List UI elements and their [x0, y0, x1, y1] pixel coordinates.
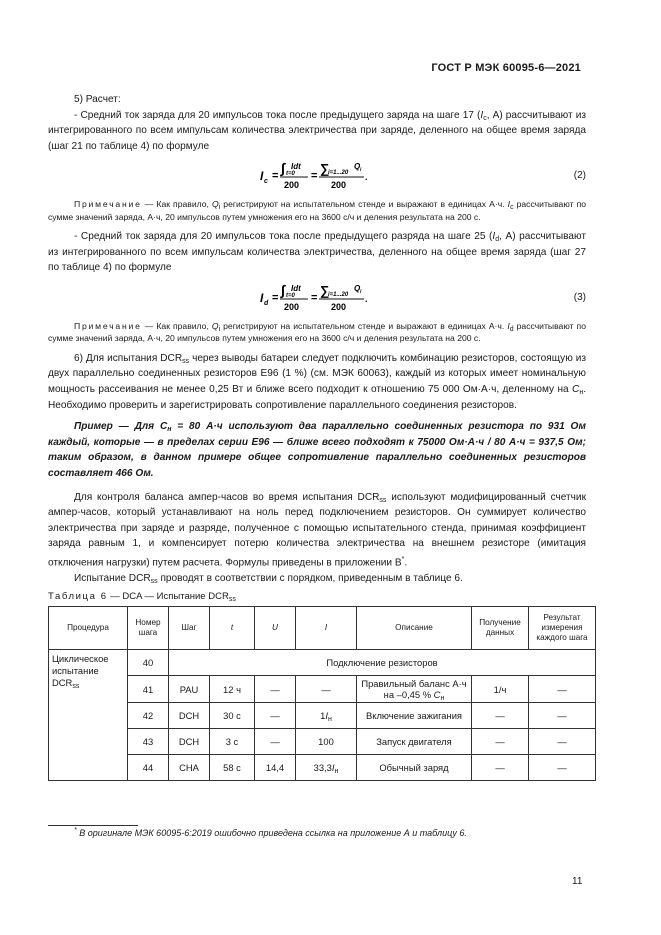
svg-text:I: I	[260, 290, 264, 305]
table-header-row	[49, 607, 596, 650]
svg-text:d: d	[264, 299, 269, 307]
cell-merged-description: Подключение резисторов	[169, 650, 596, 676]
th-step-number: Номер шага	[128, 607, 169, 650]
cell-step-number: 41	[128, 676, 169, 703]
th-step: Шаг	[169, 607, 210, 650]
svg-text:t=0: t=0	[286, 171, 295, 178]
table-row	[49, 650, 596, 676]
cell-step: PAU	[169, 676, 210, 703]
svg-text:∫: ∫	[281, 160, 285, 177]
cell-description: Правильный баланс А·ч на –0,45 % $C_н$	[357, 676, 472, 703]
svg-text:i=1...20: i=1...20	[328, 170, 349, 177]
cell-description: Включение зажигания	[357, 703, 472, 729]
cell-voltage: —	[255, 729, 296, 755]
page-content	[48, 92, 586, 781]
svg-text:.: .	[365, 172, 368, 183]
cell-voltage: —	[255, 676, 296, 703]
svg-text:200: 200	[284, 180, 300, 191]
cell-time: 3 с	[210, 729, 255, 755]
cell-result: —	[529, 729, 596, 755]
svg-text:i: i	[360, 288, 362, 295]
svg-text:∑: ∑	[320, 161, 330, 177]
svg-text:I: I	[260, 169, 264, 184]
formula-3	[48, 276, 586, 320]
svg-text:=: =	[272, 170, 279, 183]
cell-data: —	[472, 703, 529, 729]
cell-step: CHA	[169, 755, 210, 781]
cell-current: $33,3I_н$	[296, 755, 357, 781]
svg-text:200: 200	[331, 301, 347, 312]
cell-time: 58 с	[210, 755, 255, 781]
th-time: t	[210, 607, 255, 650]
cell-data: —	[472, 755, 529, 781]
formula-2	[48, 154, 586, 198]
table-row	[49, 676, 596, 703]
svg-text:∫: ∫	[281, 281, 285, 298]
dcr-test-table	[48, 606, 596, 781]
svg-text:Idt: Idt	[291, 162, 301, 172]
formula-2-expression	[260, 154, 370, 198]
cell-step-number: 42	[128, 703, 169, 729]
cell-description: Обычный заряд	[357, 755, 472, 781]
svg-text:Q: Q	[354, 283, 361, 293]
svg-text:200: 200	[331, 180, 347, 191]
paragraph-test-order: Испытание $DCR_{ss}$ проводят в соответствии с порядком, приведенным в таблице 6.	[74, 572, 463, 585]
cell-current: 100	[296, 729, 357, 755]
formula-3-expression	[260, 276, 370, 320]
svg-text:200: 200	[284, 301, 300, 312]
cell-step: DCH	[169, 703, 210, 729]
th-result: Результат измерения каждого шага	[529, 607, 596, 650]
svg-text:Q: Q	[354, 162, 361, 172]
calc-heading: 5) Расчет:	[74, 94, 121, 105]
formula-2-number: (2)	[573, 170, 586, 182]
th-voltage: U	[255, 607, 296, 650]
svg-text:c: c	[264, 178, 268, 186]
table-row	[49, 703, 596, 729]
svg-text:=: =	[311, 170, 318, 183]
formula-3-number: (3)	[573, 291, 586, 303]
cell-current: —	[296, 676, 357, 703]
th-procedure: Процедура	[49, 607, 128, 650]
footnote-divider	[48, 825, 138, 826]
th-data: Получение данных	[472, 607, 529, 650]
cell-description: Запуск двигателя	[357, 729, 472, 755]
table-row	[49, 755, 596, 781]
th-description: Описание	[357, 607, 472, 650]
th-current: I	[296, 607, 357, 650]
cell-time: 12 ч	[210, 676, 255, 703]
cell-result: —	[529, 676, 596, 703]
paragraph-charge-current: - Средний ток заряда для 20 импульсов тока после предыдущего заряда на шаге 17 ($I_c$, А) рассчитывают из интегрированного по всем импульсам количества электричества при заряде, деленного на общее время заряда (шаг 21 по таблице 4) по формуле	[48, 109, 586, 152]
cell-data: 1/ч	[472, 676, 529, 703]
svg-text:Idt: Idt	[291, 283, 301, 293]
cell-data: —	[472, 729, 529, 755]
cell-step: DCH	[169, 729, 210, 755]
svg-text:i=1...20: i=1...20	[328, 291, 349, 298]
svg-text:∑: ∑	[320, 282, 330, 298]
svg-text:i: i	[360, 167, 362, 174]
cell-step-number: 43	[128, 729, 169, 755]
document-header: ГОСТ Р МЭК 60095-6—2021	[431, 62, 581, 74]
cell-voltage: 14,4	[255, 755, 296, 781]
svg-text:=: =	[272, 291, 279, 304]
procedure-cell: Циклическое испытание $DCR_{ss}$	[49, 650, 128, 781]
note-2: Примечание — Как правило, $Q_i$ регистрируют на испытательном стенде и выражают в единицах А·ч. $I_d$ рассчитывают по сумме значений заряда, А·ч, 20 импульсов путем умножения его на 3600 с/ч и деления результата на 200 с.	[48, 320, 586, 344]
paragraph-discharge-current: - Средний ток заряда для 20 импульсов тока после предыдущего разряда на шаге 25 ($I_d$, А) рассчитывают из интегрированного по всем импульсам количества электричества, деленного на общее время заряда (шаг 27 по таблице 4) по формуле	[48, 231, 586, 274]
svg-text:=: =	[311, 291, 318, 304]
svg-text:.: .	[365, 293, 368, 304]
cell-voltage: —	[255, 703, 296, 729]
table-row	[49, 729, 596, 755]
svg-text:t=0: t=0	[286, 292, 295, 299]
cell-result: —	[529, 755, 596, 781]
cell-current: $1I_н$	[296, 703, 357, 729]
page-number: 11	[572, 876, 583, 887]
footnote: * В оригинале МЭК 60095-6:2019 ошибочно приведена ссылка на приложение А и таблицу 6.	[74, 827, 467, 838]
table-caption: Таблица 6 — DCA — Испытание $DCR_{ss}$	[48, 591, 236, 604]
cell-time: 30 с	[210, 703, 255, 729]
paragraph-resistors: 6) Для испытания $DCR_{ss}$ через выводы батареи следует подключить комбинацию резисторов, состоящую из двух параллельно соединенных резисторов Е96 (1 %) (см. МЭК 60063), каждый из которых имеет номинальную мощность рассеивания не менее 0,25 Вт и ближе всего подходит к отношению 75 000 Ом·А·ч, деленному на $C_н$. Необходимо проверить и зарегистрировать сопротивление параллельного соединения резисторов.	[48, 352, 586, 411]
cell-step-number: 40	[128, 650, 169, 676]
cell-result: —	[529, 703, 596, 729]
paragraph-ah-balance: Для контроля баланса ампер-часов во время испытания $DCR_{ss}$ используют модифицированный счетчик ампер-часов, который устанавливают на ноль перед подключением резисторов. Он суммирует количество электричества при заряде и разряде, полученное с помощью испытательного стенда, принимая коэффициент заряда равным 1, и компенсирует потерю количества электричества на внешнем резисторе (имитация отключения нагрузки) путем расчета. Формулы приведены в приложении В*.	[48, 491, 586, 569]
example-paragraph: Пример — Для $C_н = 80$ А·ч используют два параллельно соединенных резистора по 931 Ом каждый, которые — в пределах серии Е96 — ближе всего подходят к 75000 Ом·А·ч / 80 А·ч = 937,5 Ом; таким образом, в данном примере общее сопротивление параллельно соединенных резисторов составляет 466 Ом.	[48, 421, 586, 479]
note-1: Примечание — Как правило, $Q_i$ регистрируют на испытательном стенде и выражают в единицах А·ч. $I_c$ рассчитывают по сумме значений заряда, А·ч, 20 импульсов путем умножения его на 3600 с/ч и деления результата на 200 с.	[48, 199, 586, 222]
cell-step-number: 44	[128, 755, 169, 781]
